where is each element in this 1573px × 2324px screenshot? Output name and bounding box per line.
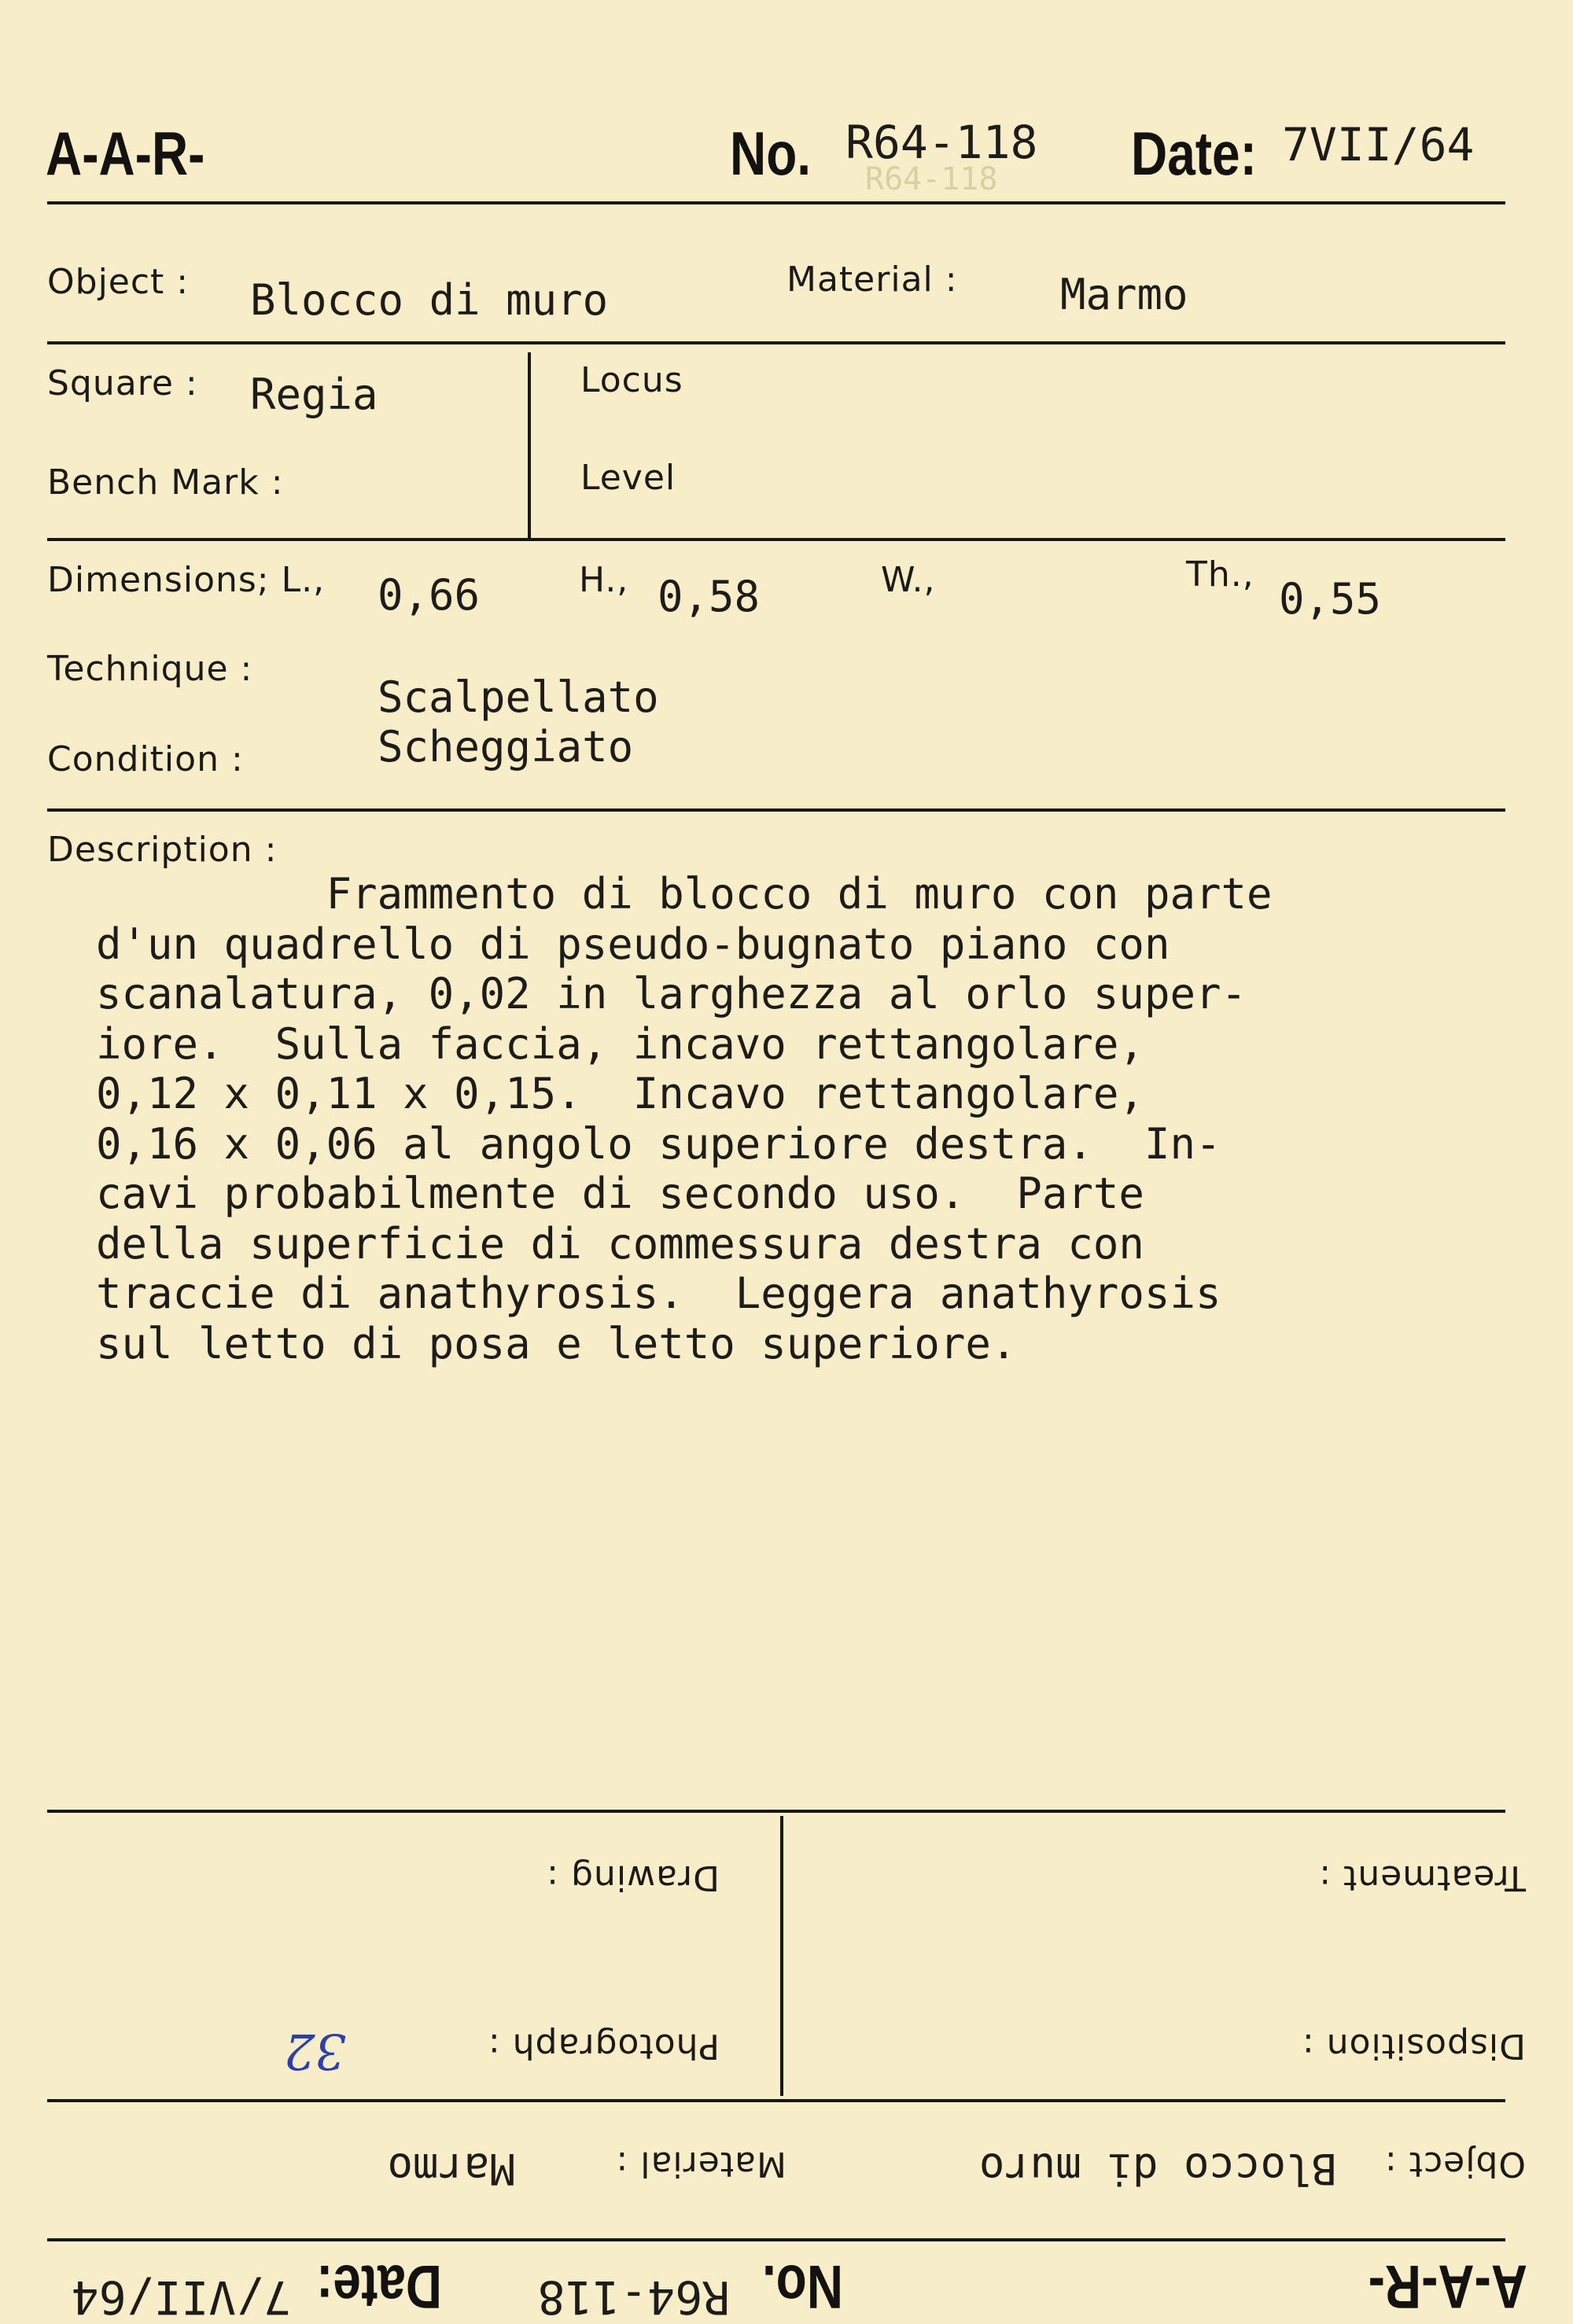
condition-value: Scheggiato bbox=[378, 722, 634, 772]
divider bbox=[47, 538, 1505, 541]
bench-mark-label: Bench Mark : bbox=[47, 462, 284, 503]
description-line: traccie di anathyrosis. Leggera anathyrosis bbox=[96, 1269, 1221, 1318]
level-label: Level bbox=[580, 458, 676, 498]
catalog-number-ghost: R64-118 bbox=[865, 161, 998, 197]
locus-label: Locus bbox=[580, 360, 683, 400]
description-line: sul letto di posa e letto superiore. bbox=[96, 1318, 1017, 1368]
photograph-number: 32 bbox=[284, 2023, 346, 2080]
inverted-object-label: Object : bbox=[1383, 2144, 1526, 2184]
material-label: Material : bbox=[786, 260, 958, 300]
divider bbox=[47, 1810, 1505, 1813]
divider bbox=[528, 352, 531, 540]
divider bbox=[47, 2238, 1505, 2241]
description-line: 0,16 x 0,06 al angolo superiore destra. In- bbox=[96, 1118, 1221, 1169]
object-label: Object : bbox=[47, 262, 190, 302]
disposition-label: Disposition : bbox=[1301, 2026, 1526, 2066]
width-label: W., bbox=[881, 560, 936, 600]
inverted-catalog-number: R64-118 bbox=[537, 2271, 730, 2324]
thickness-value: 0,55 bbox=[1279, 574, 1382, 624]
number-label: No. bbox=[730, 119, 812, 188]
description-line: d'un quadrello di pseudo-bugnato piano con bbox=[96, 919, 1170, 969]
inverted-material-value: Marmo bbox=[387, 2144, 515, 2193]
condition-label: Condition : bbox=[47, 739, 244, 779]
height-value: 0,58 bbox=[658, 572, 761, 621]
divider bbox=[47, 341, 1505, 344]
technique-label: Technique : bbox=[47, 649, 253, 689]
description-line: Frammento di blocco di muro con parte bbox=[96, 869, 1273, 919]
inverted-material-label: Material : bbox=[615, 2144, 786, 2184]
description-line: della superficie di commessura destra con bbox=[96, 1218, 1144, 1269]
inverted-object-value: Blocco di muro bbox=[978, 2144, 1337, 2193]
catalog-number: R64-118 bbox=[845, 116, 1038, 169]
description-line: 0,12 x 0,11 x 0,15. Incavo rettangolare, bbox=[96, 1069, 1144, 1118]
inverted-number-label: No. bbox=[761, 2252, 843, 2322]
description-line: cavi probabilmente di secondo uso. Parte bbox=[96, 1169, 1144, 1218]
treatment-label: Treatment : bbox=[1318, 1858, 1526, 1898]
inverted-org-code: A-A-R- bbox=[1368, 2252, 1527, 2322]
inverted-date-value: 7/VII/64 bbox=[71, 2271, 291, 2324]
drawing-label: Drawing : bbox=[546, 1858, 720, 1898]
length-value: 0,66 bbox=[378, 570, 481, 620]
description-text bbox=[96, 869, 1273, 1368]
description-line: scanalatura, 0,02 in larghezza al orlo super- bbox=[96, 969, 1247, 1018]
square-label: Square : bbox=[47, 363, 198, 403]
technique-value: Scalpellato bbox=[378, 672, 659, 722]
dimensions-label: Dimensions; L., bbox=[47, 560, 326, 600]
thickness-label: Th., bbox=[1186, 554, 1254, 595]
description-line: iore. Sulla faccia, incavo rettangolare, bbox=[96, 1018, 1144, 1069]
divider bbox=[47, 201, 1505, 204]
description-label: Description : bbox=[47, 830, 278, 870]
square-value: Regia bbox=[250, 370, 378, 419]
height-label: H., bbox=[579, 560, 629, 600]
material-value: Marmo bbox=[1060, 270, 1188, 319]
divider bbox=[780, 1816, 783, 2096]
photograph-label: Photograph : bbox=[487, 2026, 720, 2066]
date-label: Date: bbox=[1131, 119, 1257, 188]
divider bbox=[47, 808, 1505, 812]
divider bbox=[47, 2099, 1505, 2102]
date-value: 7VII/64 bbox=[1282, 118, 1475, 171]
inverted-date-label: Date: bbox=[316, 2252, 442, 2322]
inverted-section bbox=[0, 1691, 1573, 2324]
object-value: Blocco di muro bbox=[250, 275, 609, 325]
org-code: A-A-R- bbox=[46, 119, 205, 188]
